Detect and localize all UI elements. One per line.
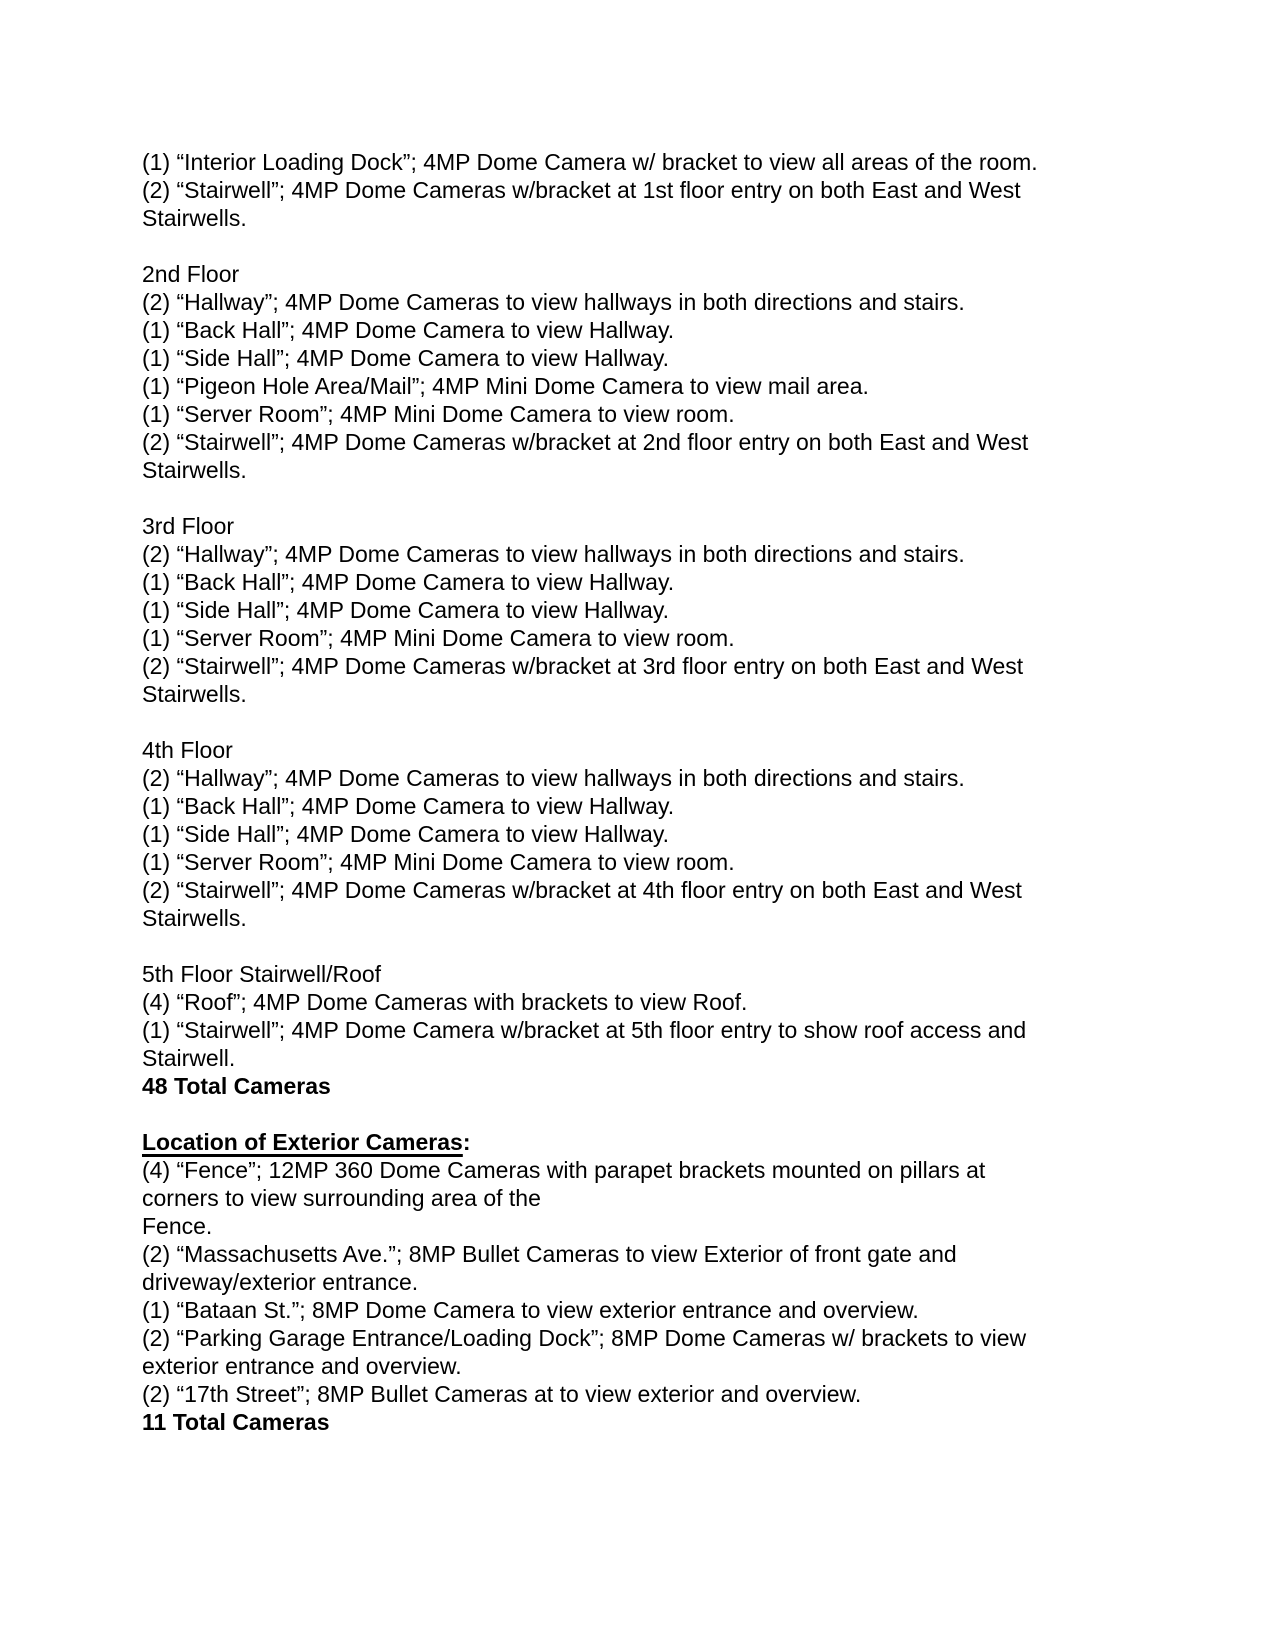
text-run: : (462, 1129, 471, 1155)
text-line (142, 820, 1145, 848)
text-line (142, 1268, 1145, 1296)
text-run: (1) “Server Room”; 4MP Mini Dome Camera to view room. (142, 625, 735, 651)
text-line (142, 204, 1145, 232)
text-line (142, 1044, 1145, 1072)
text-run: (2) “Hallway”; 4MP Dome Cameras to view hallways in both directions and stairs. (142, 541, 965, 567)
text-line (142, 988, 1145, 1016)
text-run: 48 Total Cameras (142, 1073, 331, 1099)
text-line (142, 456, 1145, 484)
text-line (142, 1156, 1145, 1184)
text-line (142, 540, 1145, 568)
text-run: 5th Floor Stairwell/Roof (142, 961, 382, 987)
text-run: 3rd Floor (142, 513, 235, 539)
text-run: (1) “Side Hall”; 4MP Dome Camera to view Hallway. (142, 821, 670, 847)
text-run: (2) “Stairwell”; 4MP Dome Cameras w/bracket at 2nd floor entry on both East and West (142, 429, 1029, 455)
text-line (142, 372, 1145, 400)
text-run: (4) “Fence”; 12MP 360 Dome Cameras with parapet brackets mounted on pillars at (142, 1157, 986, 1183)
text-run: (2) “Stairwell”; 4MP Dome Cameras w/bracket at 1st floor entry on both East and West (142, 177, 1021, 203)
text-run: driveway/exterior entrance. (142, 1269, 419, 1295)
text-run: Stairwells. (142, 681, 247, 707)
text-run: (2) “Hallway”; 4MP Dome Cameras to view hallways in both directions and stairs. (142, 289, 965, 315)
text-line (142, 176, 1145, 204)
text-run: (4) “Roof”; 4MP Dome Cameras with brackets to view Roof. (142, 989, 748, 1015)
text-run: (1) “Back Hall”; 4MP Dome Camera to view Hallway. (142, 317, 675, 343)
text-run: (2) “Parking Garage Entrance/Loading Dock”; 8MP Dome Cameras w/ brackets to view (142, 1325, 1027, 1351)
text-run: (2) “Stairwell”; 4MP Dome Cameras w/bracket at 3rd floor entry on both East and West (142, 653, 1024, 679)
text-run: (2) “Stairwell”; 4MP Dome Cameras w/bracket at 4th floor entry on both East and West (142, 877, 1022, 903)
text-line (142, 1184, 1145, 1212)
text-line (142, 736, 1145, 764)
text-line (142, 400, 1145, 428)
text-line (142, 848, 1145, 876)
text-line (142, 428, 1145, 456)
text-line (142, 960, 1145, 988)
text-run: (1) “Server Room”; 4MP Mini Dome Camera to view room. (142, 401, 735, 427)
text-line (142, 876, 1145, 904)
text-run: corners to view surrounding area of the (142, 1185, 541, 1211)
text-line (142, 652, 1145, 680)
second-floor-section (142, 260, 1145, 484)
section-heading-text: Location of Exterior Cameras (142, 1129, 463, 1155)
text-run: (2) “Hallway”; 4MP Dome Cameras to view hallways in both directions and stairs. (142, 765, 965, 791)
text-line (142, 1240, 1145, 1268)
exterior-cameras-section (142, 1128, 1145, 1436)
text-run: (1) “Server Room”; 4MP Mini Dome Camera to view room. (142, 849, 735, 875)
text-run: Stairwells. (142, 205, 247, 231)
text-run: (1) “Side Hall”; 4MP Dome Camera to view Hallway. (142, 345, 670, 371)
text-run: exterior entrance and overview. (142, 1353, 462, 1379)
text-line (142, 596, 1145, 624)
text-line (142, 260, 1145, 288)
text-line (142, 764, 1145, 792)
text-line (142, 680, 1145, 708)
text-line (142, 1352, 1145, 1380)
text-line (142, 1408, 1145, 1436)
text-run: 11 Total Cameras (142, 1409, 330, 1435)
text-line (142, 624, 1145, 652)
text-line (142, 792, 1145, 820)
text-line (142, 1072, 1145, 1100)
text-line (142, 1212, 1145, 1240)
text-line (142, 1296, 1145, 1324)
text-run: (1) “Stairwell”; 4MP Dome Camera w/bracket at 5th floor entry to show roof access and (142, 1017, 1027, 1043)
first-floor-continuation-section (142, 148, 1145, 232)
text-run: 2nd Floor (142, 261, 240, 287)
text-run: Fence. (142, 1213, 213, 1239)
fourth-floor-section (142, 736, 1145, 932)
text-run: 4th Floor (142, 737, 233, 763)
text-line (142, 148, 1145, 176)
text-line (142, 316, 1145, 344)
text-line (142, 1380, 1145, 1408)
text-line (142, 344, 1145, 372)
text-line (142, 904, 1145, 932)
fifth-floor-roof-section (142, 960, 1145, 1100)
text-line (142, 512, 1145, 540)
text-line (142, 1016, 1145, 1044)
text-run: (2) “Massachusetts Ave.”; 8MP Bullet Cameras to view Exterior of front gate and (142, 1241, 957, 1267)
third-floor-section (142, 512, 1145, 708)
text-run: Stairwells. (142, 457, 247, 483)
text-run: (1) “Interior Loading Dock”; 4MP Dome Camera w/ bracket to view all areas of the room. (142, 149, 1038, 175)
text-run: Stairwell. (142, 1045, 236, 1071)
text-line (142, 1324, 1145, 1352)
text-run: (1) “Back Hall”; 4MP Dome Camera to view Hallway. (142, 569, 675, 595)
text-line (142, 1128, 1145, 1156)
text-line (142, 568, 1145, 596)
text-run: (1) “Side Hall”; 4MP Dome Camera to view Hallway. (142, 597, 670, 623)
text-run: (1) “Back Hall”; 4MP Dome Camera to view Hallway. (142, 793, 675, 819)
text-line (142, 288, 1145, 316)
text-run: (2) “17th Street”; 8MP Bullet Cameras at to view exterior and overview. (142, 1381, 862, 1407)
text-run: (1) “Bataan St.”; 8MP Dome Camera to view exterior entrance and overview. (142, 1297, 919, 1323)
text-run: (1) “Pigeon Hole Area/Mail”; 4MP Mini Dome Camera to view mail area. (142, 373, 869, 399)
text-run: Stairwells. (142, 905, 247, 931)
